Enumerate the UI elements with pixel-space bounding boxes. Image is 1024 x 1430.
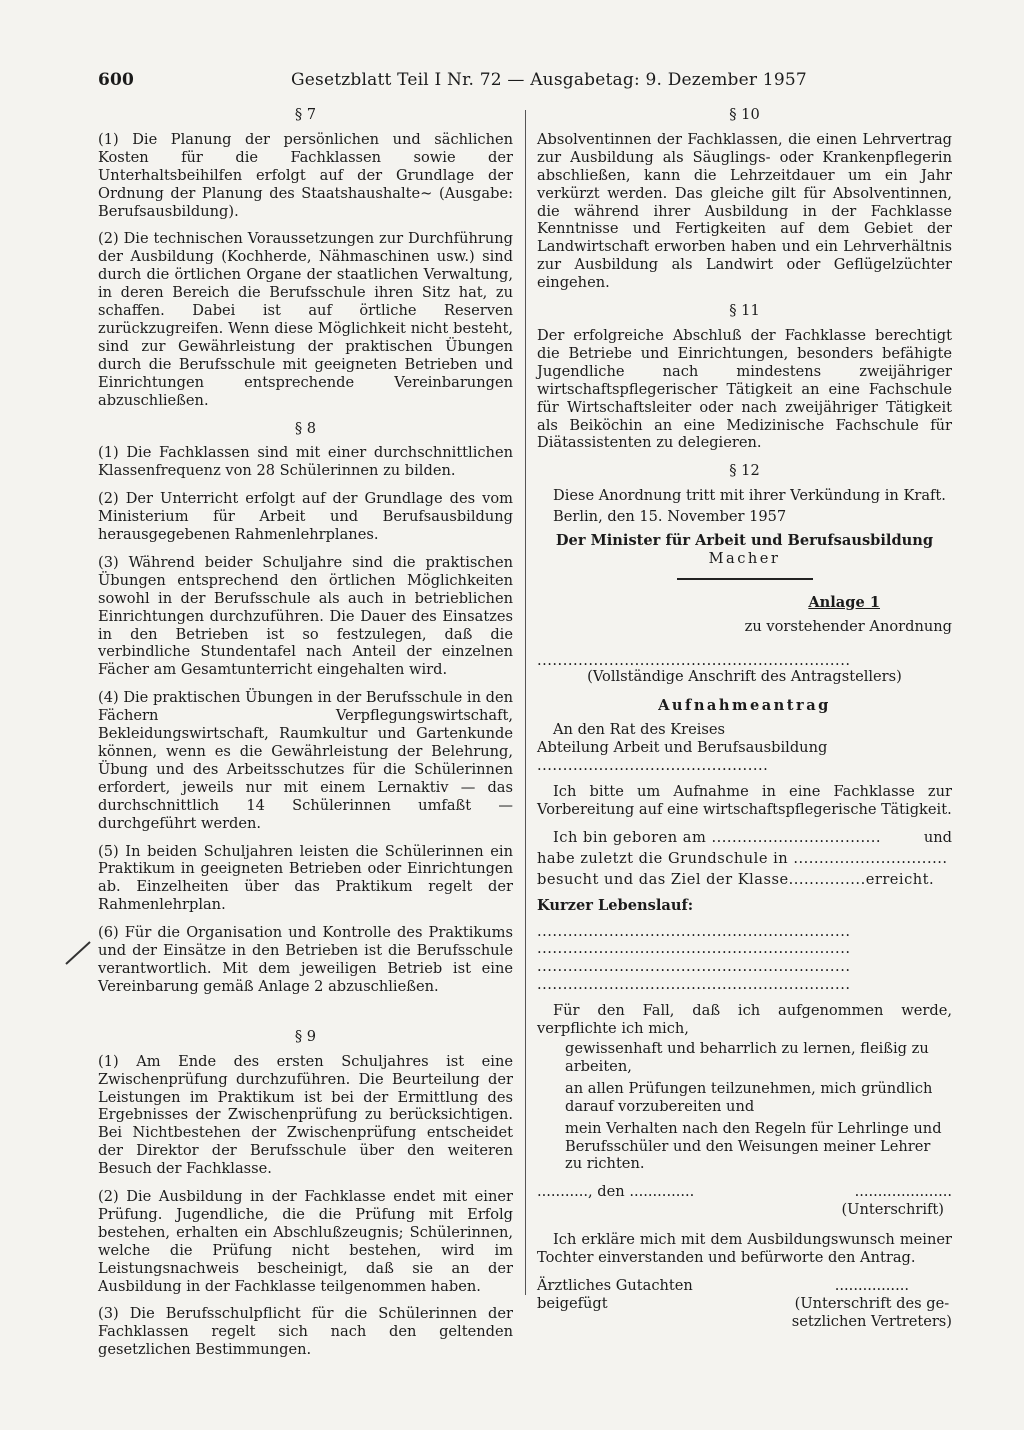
admission-request: Ich bitte um Aufnahme in eine Fachklasse zur Vorbereitung auf eine wirtschaftspflegerische Tätigkeit. bbox=[537, 783, 952, 818]
section-9-heading: § 9 bbox=[294, 1027, 317, 1045]
applicant-address-line: ............................................................. bbox=[537, 651, 851, 669]
cv-line: ............................................................. bbox=[537, 976, 851, 994]
birth-date-field: Ich bin geboren am ................................. bbox=[553, 828, 882, 846]
sign-dots: ..................... bbox=[854, 1183, 952, 1201]
class-goal-line: besucht und das Ziel der Klasse...............erreicht. bbox=[537, 870, 935, 888]
page-number: 600 bbox=[98, 70, 135, 90]
signature-label: (Unterschrift) bbox=[841, 1201, 944, 1219]
section-8-para-3: (3) Während beider Schuljahre sind die praktischen Übungen entsprechend den örtlichen Möglichkeiten sowohl in der Berufsschule als auch in betrieblichen Einrichtungen durchzuführen. Die Dauer des Einsatzes in den Betrieben ist so festzulegen, daß die verbindliche Stundentafel nach Anteil der einzelnen Fächer am Gesamtunterricht eingehalten wird. bbox=[98, 553, 513, 679]
place-date: Berlin, den 15. November 1957 bbox=[553, 508, 787, 526]
pledge-intro: Für den Fall, daß ich aufgenommen werde, verpflichte ich mich, bbox=[537, 1002, 952, 1038]
section-8-para-6: (6) Für die Organisation und Kontrolle des Praktikums und der Einsätze in den Betrieben ist die Berufsschule verantwortlich. Mit dem jeweiligen Betrieb ist eine Vereinbarung gemäß Anlage 2 abzuschließen. bbox=[98, 924, 513, 995]
minister-name: Macher bbox=[708, 549, 781, 567]
section-8-para-4: (4) Die praktischen Übungen in der Berufsschule in den Fächern Verpflegungswirtschaft, Bekleidungswirtschaft, Raumkultur und Gartenkunde können, wenn es die Gewährleistung der Belehrung, Übung und des Arbeitsschutzes für die Schülerinnen erfordert, jeweils nur mit einem Lernaktiv — das durchschnittlich 14 Schülerinnen umfaßt — durchgeführt werden. bbox=[98, 689, 513, 832]
section-12-heading: § 12 bbox=[729, 462, 760, 480]
gazette-title: Gesetzblatt Teil I Nr. 72 — Ausgabetag: 9. Dezember 1957 bbox=[291, 70, 807, 90]
section-8-para-2: (2) Der Unterricht erfolgt auf der Grundlage des vom Ministerium für Arbeit und Berufsausbildung herausgegebenen Rahmenlehrplanes. bbox=[98, 490, 513, 544]
guardian-signature bbox=[792, 1277, 952, 1331]
sign-place: ..........., den bbox=[537, 1183, 625, 1201]
section-11-para: Der erfolgreiche Abschluß der Fachklasse berechtigt die Betriebe und Einrichtungen, besonders befähigte Jugendliche nach mindestens zweijähriger wirtschaftspflegerischer Tätigkeit an eine Fachschule für Wirtschaftsleiter oder nach zweijähriger Tätigkeit als Beiköchin an eine Medizinische Fachschule für Diätassistenten zu delegieren. bbox=[537, 326, 952, 452]
left-column bbox=[98, 106, 513, 1369]
section-8-heading: § 8 bbox=[294, 419, 317, 437]
guardian-label-1: (Unterschrift des ge- bbox=[794, 1294, 950, 1312]
column-divider bbox=[525, 110, 526, 1295]
medical-note bbox=[537, 1277, 693, 1331]
section-9-para-2: (2) Die Ausbildung in der Fachklasse endet mit einer Prüfung. Jugendliche, die die Prüfung mit Erfolg bestehen, erhalten ein Abschlußzeugnis; Schülerinnen, welche die Prüfung nicht bestehen, wird im Leistungsnachweis bescheinigt, daß sie an der Ausbildung in der Fachklasse teilgenommen haben. bbox=[98, 1188, 513, 1295]
cv-label: Kurzer Lebenslauf: bbox=[537, 896, 694, 914]
section-9-para-1: (1) Am Ende des ersten Schuljahres ist eine Zwischenprüfung durchzuführen. Die Beurteilung der Leistungen im Praktikum ist bei der Ermittlung des Ergebnisses der Zwischenprüfung zu berücksichtigen. Bei Nichtbestehen der Zwischenprüfung entscheidet der Direktor der Berufsschule über den weiteren Besuch der Fachklasse. bbox=[98, 1052, 513, 1178]
section-7-para-2: (2) Die technischen Voraussetzungen zur Durchführung der Ausbildung (Kochherde, Nähmaschinen usw.) sind durch die örtlichen Organe der staatlichen Verwaltung, in deren Bereich die Berufsschule ihren Sitz hat, zu schaffen. Dabei ist auf örtliche Reserven zurückzugreifen. Wenn diese Möglichkeit nicht besteht, sind zur Gewährleistung der praktischen Übungen durch die Berufsschule mit geeigneten Betrieben und Einrichtungen entsprechende Vereinbarungen abzuschließen. bbox=[98, 230, 513, 409]
guardian-dots: ................ bbox=[834, 1276, 909, 1294]
signature-line bbox=[537, 1183, 952, 1201]
section-11-heading: § 11 bbox=[729, 302, 760, 320]
annex-subtitle: zu vorstehender Anordnung bbox=[744, 617, 952, 635]
birth-line bbox=[537, 829, 952, 847]
applicant-address-label: (Vollständige Anschrift des Antragstellers) bbox=[587, 667, 902, 685]
medical-note-line-2: beigefügt bbox=[537, 1294, 608, 1312]
minister-title: Der Minister für Arbeit und Berufsausbildung bbox=[555, 532, 934, 550]
medical-and-guardian bbox=[537, 1277, 952, 1331]
cv-line: ............................................................. bbox=[537, 958, 851, 976]
section-8-para-1: (1) Die Fachklassen sind mit einer durchschnittlichen Klassenfrequenz von 28 Schülerinnen zu bilden. bbox=[98, 444, 513, 480]
form-title: Aufnahmeantrag bbox=[658, 697, 831, 715]
cv-line: ............................................................. bbox=[537, 922, 851, 940]
pledge-item-2: an allen Prüfungen teilzunehmen, mich gründlich darauf vorzubereiten und bbox=[565, 1079, 933, 1115]
address-line-2: Abteilung Arbeit und Berufsausbildung bbox=[537, 739, 828, 757]
signature-rule bbox=[677, 578, 813, 580]
page-header bbox=[98, 70, 955, 98]
cv-line: ............................................................. bbox=[537, 940, 851, 958]
address-dots: ............................................. bbox=[537, 757, 769, 775]
birth-line-end: und bbox=[923, 828, 952, 846]
right-column bbox=[537, 106, 952, 1331]
section-7-heading: § 7 bbox=[294, 106, 317, 123]
section-10-heading: § 10 bbox=[729, 106, 760, 123]
annex-title: Anlage 1 bbox=[808, 593, 880, 611]
cv-lines bbox=[537, 923, 952, 995]
sign-date: .............. bbox=[629, 1183, 695, 1201]
section-7-para-1: (1) Die Planung der persönlichen und sächlichen Kosten für die Fachklassen sowie der Unterhaltsbeihilfen erfolgt auf der Grundlage der Ordnung der Planung des Staatshaushalte~ (Ausgabe: Berufsausbildung). bbox=[98, 130, 513, 220]
section-9-para-3: (3) Die Berufsschulpflicht für die Schülerinnen der Fachklassen regelt sich nach den geltenden gesetzlichen Bestimmungen. bbox=[98, 1305, 513, 1359]
pledge-item-1: gewissenhaft und beharrlich zu lernen, fleißig zu arbeiten, bbox=[565, 1039, 929, 1075]
medical-note-line-1: Ärztliches Gutachten bbox=[537, 1276, 693, 1294]
school-line: habe zuletzt die Grundschule in .............................. bbox=[537, 849, 948, 867]
guardian-label-2: setzlichen Vertreters) bbox=[791, 1312, 952, 1330]
address-line-1: An den Rat des Kreises bbox=[553, 721, 726, 739]
pledge-item-3: mein Verhalten nach den Regeln für Lehrlinge und Berufsschüler und den Weisungen meiner Lehrer zu richten. bbox=[565, 1119, 942, 1173]
margin-pencil-mark bbox=[62, 938, 96, 968]
section-10-para: Absolventinnen der Fachklassen, die einen Lehrvertrag zur Ausbildung als Säuglings- oder Krankenpflegerin abschließen, kann die Lehrzeitdauer um ein Jahr verkürzt werden. Das gleiche gilt für Absolventinnen, die während ihrer Ausbildung in der Fachklasse Kenntnisse und Fertigkeiten auf dem Gebiet der Landwirtschaft erworben haben und ein Lehrverhältnis zur Ausbildung als Landwirt oder Geflügelzüchter eingehen. bbox=[537, 130, 952, 292]
sign-place-date bbox=[537, 1183, 694, 1201]
section-12-para: Diese Anordnung tritt mit ihrer Verkündung in Kraft. bbox=[553, 487, 946, 505]
parent-consent: Ich erkläre mich mit dem Ausbildungswunsch meiner Tochter einverstanden und befürworte den Antrag. bbox=[537, 1231, 952, 1267]
section-8-para-5: (5) In beiden Schuljahren leisten die Schülerinnen ein Praktikum in geeigneten Betrieben oder Einrichtungen ab. Einzelheiten über das Praktikum regelt der Rahmenlehrplan. bbox=[98, 842, 513, 914]
